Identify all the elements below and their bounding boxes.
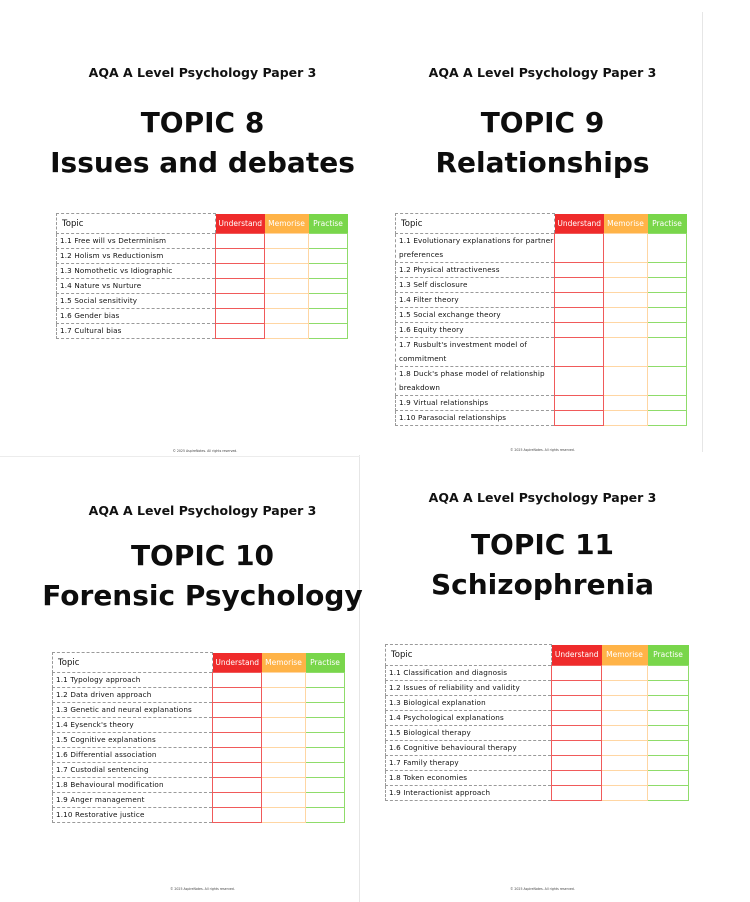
memorise-checkbox[interactable] bbox=[265, 294, 309, 309]
table-row bbox=[386, 756, 689, 771]
understand-checkbox[interactable] bbox=[213, 808, 262, 823]
topic-label: 1.2 Physical attractiveness bbox=[396, 263, 555, 278]
table-row bbox=[53, 733, 345, 748]
table-row bbox=[396, 293, 687, 308]
practise-checkbox[interactable] bbox=[306, 718, 345, 733]
understand-checkbox[interactable] bbox=[216, 294, 265, 309]
topic-label: 1.8 Token economies bbox=[386, 771, 552, 786]
table-row bbox=[386, 786, 689, 801]
practise-header: Practise bbox=[648, 645, 689, 666]
memorise-checkbox[interactable] bbox=[265, 264, 309, 279]
memorise-checkbox[interactable] bbox=[262, 748, 306, 763]
topic-label: 1.1 Typology approach bbox=[53, 673, 213, 688]
practise-checkbox[interactable] bbox=[648, 756, 689, 771]
table-row bbox=[396, 338, 687, 367]
memorise-checkbox[interactable] bbox=[602, 726, 648, 741]
table-row bbox=[53, 718, 345, 733]
practise-checkbox[interactable] bbox=[648, 666, 689, 681]
understand-checkbox[interactable] bbox=[216, 234, 265, 249]
understand-checkbox[interactable] bbox=[213, 763, 262, 778]
table-row bbox=[396, 308, 687, 323]
topic-header: Topic bbox=[53, 653, 213, 673]
understand-checkbox[interactable] bbox=[216, 249, 265, 264]
memorise-checkbox[interactable] bbox=[604, 323, 648, 338]
table-row bbox=[57, 279, 348, 294]
practise-checkbox[interactable] bbox=[306, 748, 345, 763]
table-row bbox=[396, 263, 687, 278]
memorise-checkbox[interactable] bbox=[602, 666, 648, 681]
topic-label: 1.6 Cognitive behavioural therapy bbox=[386, 741, 552, 756]
understand-header: Understand bbox=[552, 645, 602, 666]
topic-name: Forensic Psychology bbox=[42, 579, 363, 612]
practise-header: Practise bbox=[306, 653, 345, 673]
topic-label: 1.9 Interactionist approach bbox=[386, 786, 552, 801]
practise-checkbox[interactable] bbox=[306, 793, 345, 808]
practise-checkbox[interactable] bbox=[648, 367, 687, 396]
practise-checkbox[interactable] bbox=[648, 234, 687, 263]
practise-checkbox[interactable] bbox=[648, 278, 687, 293]
table-row bbox=[386, 771, 689, 786]
understand-checkbox[interactable] bbox=[555, 396, 604, 411]
memorise-checkbox[interactable] bbox=[262, 718, 306, 733]
memorise-checkbox[interactable] bbox=[602, 741, 648, 756]
topic-label: 1.7 Cultural bias bbox=[57, 324, 216, 339]
practise-checkbox[interactable] bbox=[306, 778, 345, 793]
practise-checkbox[interactable] bbox=[648, 786, 689, 801]
topic-label: 1.4 Filter theory bbox=[396, 293, 555, 308]
table-row bbox=[57, 234, 348, 249]
understand-checkbox[interactable] bbox=[552, 756, 602, 771]
practise-checkbox[interactable] bbox=[306, 673, 345, 688]
copyright-notice: © 2025 AspireNotes. All rights reserved. bbox=[172, 449, 238, 453]
understand-checkbox[interactable] bbox=[552, 741, 602, 756]
memorise-checkbox[interactable] bbox=[262, 778, 306, 793]
topic-label: 1.7 Custodial sentencing bbox=[53, 763, 213, 778]
memorise-checkbox[interactable] bbox=[602, 786, 648, 801]
table-row bbox=[53, 778, 345, 793]
understand-header: Understand bbox=[213, 653, 262, 673]
topic-name: Schizophrenia bbox=[430, 568, 655, 601]
memorise-checkbox[interactable] bbox=[604, 396, 648, 411]
topic-header: Topic bbox=[396, 214, 555, 234]
paper-subtitle: AQA A Level Psychology Paper 3 bbox=[88, 503, 317, 518]
understand-checkbox[interactable] bbox=[213, 793, 262, 808]
practise-checkbox[interactable] bbox=[648, 711, 689, 726]
paper-subtitle: AQA A Level Psychology Paper 3 bbox=[428, 490, 657, 505]
understand-header: Understand bbox=[555, 214, 604, 234]
topic-label: 1.3 Genetic and neural explanations bbox=[53, 703, 213, 718]
topic-number: TOPIC 10 bbox=[130, 539, 275, 572]
memorise-checkbox[interactable] bbox=[262, 808, 306, 823]
table-row bbox=[396, 278, 687, 293]
topic-label: 1.2 Data driven approach bbox=[53, 688, 213, 703]
topic-label: 1.8 Behavioural modification bbox=[53, 778, 213, 793]
understand-checkbox[interactable] bbox=[216, 324, 265, 339]
memorise-checkbox[interactable] bbox=[604, 338, 648, 367]
understand-checkbox[interactable] bbox=[213, 733, 262, 748]
practise-checkbox[interactable] bbox=[648, 696, 689, 711]
topic-label: 1.4 Psychological explanations bbox=[386, 711, 552, 726]
practise-checkbox[interactable] bbox=[648, 308, 687, 323]
understand-checkbox[interactable] bbox=[552, 726, 602, 741]
memorise-checkbox[interactable] bbox=[265, 309, 309, 324]
table-row bbox=[386, 711, 689, 726]
memorise-header: Memorise bbox=[265, 214, 309, 234]
topic-label: 1.5 Social sensitivity bbox=[57, 294, 216, 309]
practise-checkbox[interactable] bbox=[648, 338, 687, 367]
practise-checkbox[interactable] bbox=[648, 293, 687, 308]
memorise-checkbox[interactable] bbox=[602, 711, 648, 726]
table-row bbox=[57, 309, 348, 324]
understand-checkbox[interactable] bbox=[552, 681, 602, 696]
memorise-checkbox[interactable] bbox=[262, 763, 306, 778]
understand-checkbox[interactable] bbox=[555, 367, 604, 396]
memorise-checkbox[interactable] bbox=[265, 249, 309, 264]
topic-label: 1.2 Holism vs Reductionism bbox=[57, 249, 216, 264]
memorise-checkbox[interactable] bbox=[602, 771, 648, 786]
topic-label: 1.6 Differential association bbox=[53, 748, 213, 763]
table-row bbox=[396, 323, 687, 338]
memorise-checkbox[interactable] bbox=[262, 673, 306, 688]
topic-label: 1.8 Duck's phase model of relationship breakdown bbox=[396, 367, 555, 396]
topic-number: TOPIC 11 bbox=[470, 528, 615, 561]
understand-checkbox[interactable] bbox=[213, 703, 262, 718]
topic-label: 1.5 Social exchange theory bbox=[396, 308, 555, 323]
paper-subtitle: AQA A Level Psychology Paper 3 bbox=[428, 65, 657, 80]
checklist-table bbox=[395, 213, 687, 426]
memorise-checkbox[interactable] bbox=[604, 411, 648, 426]
topic-label: 1.9 Anger management bbox=[53, 793, 213, 808]
practise-checkbox[interactable] bbox=[306, 703, 345, 718]
understand-checkbox[interactable] bbox=[555, 263, 604, 278]
topic-label: 1.2 Issues of reliability and validity bbox=[386, 681, 552, 696]
memorise-header: Memorise bbox=[602, 645, 648, 666]
understand-checkbox[interactable] bbox=[213, 688, 262, 703]
topic-label: 1.4 Nature vs Nurture bbox=[57, 279, 216, 294]
understand-checkbox[interactable] bbox=[552, 696, 602, 711]
practise-checkbox[interactable] bbox=[648, 263, 687, 278]
worksheet-topic-11 bbox=[340, 455, 745, 902]
table-row bbox=[53, 808, 345, 823]
topic-number: TOPIC 8 bbox=[140, 106, 265, 139]
understand-checkbox[interactable] bbox=[555, 308, 604, 323]
understand-checkbox[interactable] bbox=[552, 666, 602, 681]
understand-checkbox[interactable] bbox=[216, 309, 265, 324]
memorise-header: Memorise bbox=[604, 214, 648, 234]
table-row bbox=[53, 703, 345, 718]
topic-label: 1.3 Self disclosure bbox=[396, 278, 555, 293]
table-row bbox=[53, 748, 345, 763]
memorise-checkbox[interactable] bbox=[602, 696, 648, 711]
paper-subtitle: AQA A Level Psychology Paper 3 bbox=[88, 65, 317, 80]
understand-checkbox[interactable] bbox=[213, 778, 262, 793]
table-row bbox=[386, 741, 689, 756]
memorise-checkbox[interactable] bbox=[265, 279, 309, 294]
table-row bbox=[53, 688, 345, 703]
topic-name: Relationships bbox=[435, 146, 650, 179]
checklist-table bbox=[52, 652, 345, 823]
understand-checkbox[interactable] bbox=[552, 786, 602, 801]
copyright-notice: © 2025 AspireNotes. All rights reserved. bbox=[510, 448, 575, 452]
memorise-checkbox[interactable] bbox=[604, 263, 648, 278]
topic-number: TOPIC 9 bbox=[480, 106, 605, 139]
practise-checkbox[interactable] bbox=[648, 741, 689, 756]
worksheet-topic-9 bbox=[340, 0, 745, 455]
topic-label: 1.5 Biological therapy bbox=[386, 726, 552, 741]
checklist-table bbox=[56, 213, 348, 339]
topic-label: 1.7 Rusbult's investment model of commitment bbox=[396, 338, 555, 367]
memorise-checkbox[interactable] bbox=[602, 681, 648, 696]
memorise-checkbox[interactable] bbox=[262, 793, 306, 808]
understand-checkbox[interactable] bbox=[213, 748, 262, 763]
topic-label: 1.10 Parasocial relationships bbox=[396, 411, 555, 426]
memorise-checkbox[interactable] bbox=[604, 293, 648, 308]
topic-label: 1.3 Nomothetic vs Idiographic bbox=[57, 264, 216, 279]
topic-label: 1.7 Family therapy bbox=[386, 756, 552, 771]
topic-header: Topic bbox=[386, 645, 552, 666]
copyright-notice: © 2025 AspireNotes. All rights reserved. bbox=[510, 887, 575, 891]
table-row bbox=[386, 681, 689, 696]
practise-checkbox[interactable] bbox=[648, 771, 689, 786]
understand-checkbox[interactable] bbox=[216, 264, 265, 279]
memorise-checkbox[interactable] bbox=[604, 367, 648, 396]
table-row bbox=[57, 294, 348, 309]
table-row bbox=[396, 234, 687, 263]
topic-label: 1.5 Cognitive explanations bbox=[53, 733, 213, 748]
understand-checkbox[interactable] bbox=[555, 293, 604, 308]
memorise-checkbox[interactable] bbox=[604, 278, 648, 293]
understand-checkbox[interactable] bbox=[552, 771, 602, 786]
table-row bbox=[53, 763, 345, 778]
practise-checkbox[interactable] bbox=[306, 733, 345, 748]
table-row bbox=[53, 793, 345, 808]
table-row bbox=[386, 726, 689, 741]
memorise-checkbox[interactable] bbox=[604, 308, 648, 323]
practise-checkbox[interactable] bbox=[648, 411, 687, 426]
understand-checkbox[interactable] bbox=[555, 234, 604, 263]
understand-checkbox[interactable] bbox=[555, 278, 604, 293]
memorise-checkbox[interactable] bbox=[265, 324, 309, 339]
table-row bbox=[57, 264, 348, 279]
topic-label: 1.1 Classification and diagnosis bbox=[386, 666, 552, 681]
topic-label: 1.4 Eysenck's theory bbox=[53, 718, 213, 733]
table-row bbox=[53, 673, 345, 688]
understand-checkbox[interactable] bbox=[555, 411, 604, 426]
understand-checkbox[interactable] bbox=[555, 338, 604, 367]
practise-header: Practise bbox=[648, 214, 687, 234]
practise-checkbox[interactable] bbox=[648, 323, 687, 338]
memorise-checkbox[interactable] bbox=[262, 688, 306, 703]
table-row bbox=[386, 696, 689, 711]
topic-label: 1.6 Gender bias bbox=[57, 309, 216, 324]
table-row bbox=[57, 249, 348, 264]
topic-name: Issues and debates bbox=[50, 146, 355, 179]
table-row bbox=[386, 666, 689, 681]
memorise-header: Memorise bbox=[262, 653, 306, 673]
practise-checkbox[interactable] bbox=[648, 726, 689, 741]
topic-label: 1.3 Biological explanation bbox=[386, 696, 552, 711]
practise-checkbox[interactable] bbox=[648, 396, 687, 411]
practise-checkbox[interactable] bbox=[306, 808, 345, 823]
practise-checkbox[interactable] bbox=[648, 681, 689, 696]
table-row bbox=[57, 324, 348, 339]
table-row bbox=[396, 411, 687, 426]
practise-checkbox[interactable] bbox=[306, 763, 345, 778]
memorise-checkbox[interactable] bbox=[262, 733, 306, 748]
memorise-checkbox[interactable] bbox=[604, 234, 648, 263]
understand-checkbox[interactable] bbox=[552, 711, 602, 726]
checklist-table bbox=[385, 644, 689, 801]
understand-checkbox[interactable] bbox=[216, 279, 265, 294]
copyright-notice: © 2025 AspireNotes. All rights reserved. bbox=[170, 887, 235, 891]
understand-checkbox[interactable] bbox=[555, 323, 604, 338]
practise-checkbox[interactable] bbox=[306, 688, 345, 703]
table-row bbox=[396, 396, 687, 411]
understand-checkbox[interactable] bbox=[213, 673, 262, 688]
understand-checkbox[interactable] bbox=[213, 718, 262, 733]
topic-label: 1.1 Free will vs Determinism bbox=[57, 234, 216, 249]
topic-label: 1.6 Equity theory bbox=[396, 323, 555, 338]
topic-label: 1.9 Virtual relationships bbox=[396, 396, 555, 411]
memorise-checkbox[interactable] bbox=[602, 756, 648, 771]
memorise-checkbox[interactable] bbox=[262, 703, 306, 718]
topic-label: 1.1 Evolutionary explanations for partner preferences bbox=[396, 234, 555, 263]
memorise-checkbox[interactable] bbox=[265, 234, 309, 249]
topic-header: Topic bbox=[57, 214, 216, 234]
table-row bbox=[396, 367, 687, 396]
topic-label: 1.10 Restorative justice bbox=[53, 808, 213, 823]
understand-header: Understand bbox=[216, 214, 265, 234]
practise-header: Practise bbox=[309, 214, 348, 234]
